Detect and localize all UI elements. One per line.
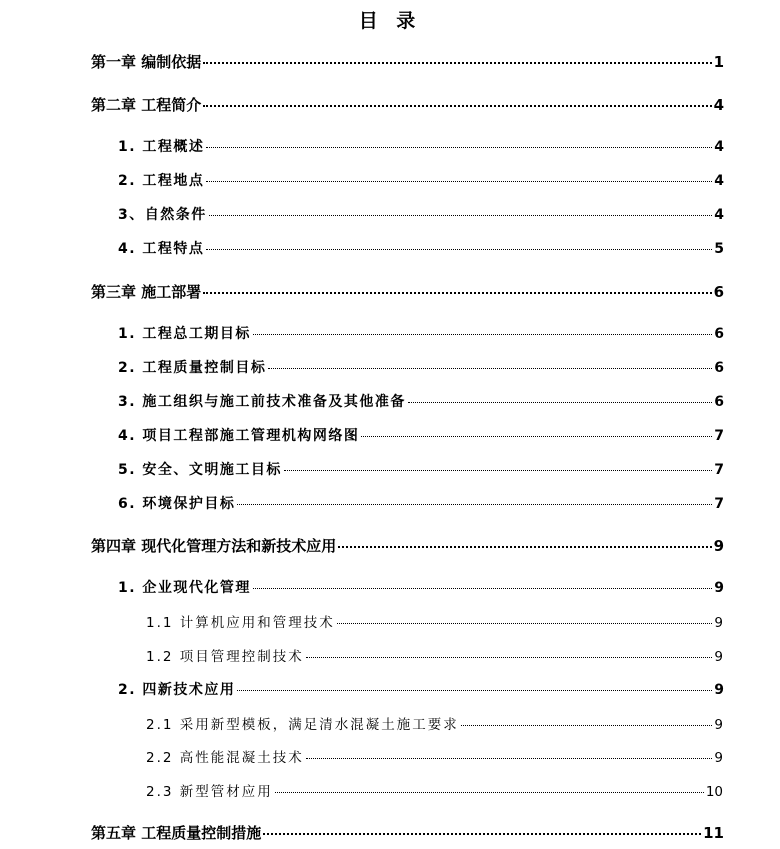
toc-dot-leader	[206, 181, 712, 182]
toc-dot-leader	[253, 588, 712, 589]
toc-dot-leader	[203, 292, 711, 294]
toc-dot-leader	[263, 833, 701, 835]
toc-entry[interactable]	[146, 746, 723, 766]
toc-entry[interactable]	[118, 204, 724, 224]
toc-dot-leader	[361, 436, 712, 437]
toc-dot-leader	[337, 623, 713, 624]
toc-page-number: 9	[713, 537, 724, 555]
toc-dot-leader	[306, 657, 713, 658]
toc-dot-leader	[253, 334, 712, 335]
toc-entry-label: 第二章 工程简介	[91, 96, 202, 114]
toc-entry-label: 2.2 高性能混凝土技术	[146, 750, 304, 766]
toc-entry-label: 第四章 现代化管理方法和新技术应用	[91, 537, 337, 555]
toc-entry-label: 4. 工程特点	[118, 241, 205, 257]
toc-dot-leader	[206, 147, 712, 148]
toc-entry-label: 第三章 施工部署	[91, 283, 202, 301]
toc-entry[interactable]	[118, 425, 724, 445]
toc-entry[interactable]	[91, 535, 724, 556]
toc-entry-label: 4. 项目工程部施工管理机构网络图	[118, 428, 360, 444]
toc-dot-leader	[203, 62, 711, 64]
toc-entry-label: 1. 工程概述	[118, 139, 205, 155]
toc-dot-leader	[206, 249, 712, 250]
toc-entry[interactable]	[91, 822, 724, 843]
toc-entry[interactable]	[146, 713, 723, 733]
toc-page-number: 6	[714, 360, 724, 376]
toc-entry[interactable]	[118, 323, 724, 343]
toc-page-number: 9	[714, 750, 723, 766]
toc-entry[interactable]	[118, 679, 724, 699]
toc-entry[interactable]	[146, 780, 723, 800]
toc-page-number: 6	[714, 394, 724, 410]
toc-page-number: 4	[714, 207, 724, 223]
toc-entry[interactable]	[146, 645, 723, 665]
toc-entry-label: 1. 企业现代化管理	[118, 580, 251, 596]
toc-dot-leader	[284, 470, 712, 471]
toc-entry[interactable]	[118, 170, 724, 190]
toc-entry[interactable]	[118, 493, 724, 513]
toc-entry-label: 3. 施工组织与施工前技术准备及其他准备	[118, 394, 406, 410]
toc-dot-leader	[306, 758, 713, 759]
toc-entry[interactable]	[91, 51, 724, 72]
toc-page-number: 7	[714, 428, 724, 444]
toc-entry-label: 2.3 新型管材应用	[146, 784, 273, 800]
toc-page-number: 9	[714, 682, 724, 698]
toc-entry[interactable]	[118, 238, 724, 258]
toc-entry-label: 2.1 采用新型模板，满足清水混凝土施工要求	[146, 717, 459, 733]
toc-entry-label: 3、自然条件	[118, 207, 207, 223]
toc-page-number: 9	[714, 717, 723, 733]
toc-entry[interactable]	[118, 459, 724, 479]
toc-entry-label: 6. 环境保护目标	[118, 496, 236, 512]
toc-dot-leader	[237, 690, 712, 691]
toc-page-number: 11	[703, 824, 724, 842]
toc-page-number: 9	[714, 649, 723, 665]
toc-dot-leader	[237, 504, 712, 505]
toc-dot-leader	[275, 792, 704, 793]
toc-entry[interactable]	[118, 577, 724, 597]
toc-entry-label: 第五章 工程质量控制措施	[91, 824, 262, 842]
toc-page-number: 6	[713, 283, 724, 301]
toc-entry[interactable]	[118, 357, 724, 377]
toc-entry-label: 第一章 编制依据	[91, 53, 202, 71]
toc-dot-leader	[209, 215, 713, 216]
toc-page-number: 1	[713, 53, 724, 71]
toc-dot-leader	[461, 725, 713, 726]
toc-entry-label: 5. 安全、文明施工目标	[118, 462, 282, 478]
toc-dot-leader	[268, 368, 712, 369]
toc-entry-label: 2. 工程质量控制目标	[118, 360, 267, 376]
toc-entry-label: 2. 工程地点	[118, 173, 205, 189]
toc-title: 目 录	[358, 10, 422, 32]
toc-page-number: 7	[714, 496, 724, 512]
toc-entry[interactable]	[91, 281, 724, 302]
toc-page-number: 9	[714, 580, 724, 596]
toc-entry[interactable]	[146, 611, 723, 631]
toc-page-number: 9	[714, 615, 723, 631]
toc-page-number: 4	[714, 139, 724, 155]
toc-dot-leader	[338, 546, 711, 548]
toc-entry[interactable]	[91, 94, 724, 115]
toc-page-number: 6	[714, 326, 724, 342]
toc-entry-label: 1.1 计算机应用和管理技术	[146, 615, 335, 631]
toc-page-number: 4	[713, 96, 724, 114]
toc-entry-label: 1.2 项目管理控制技术	[146, 649, 304, 665]
toc-entry[interactable]	[118, 136, 724, 156]
toc-page-number: 5	[714, 241, 724, 257]
toc-page-number: 10	[705, 784, 723, 800]
toc-entry-label: 1. 工程总工期目标	[118, 326, 251, 342]
toc-page-number: 4	[714, 173, 724, 189]
toc-page-number: 7	[714, 462, 724, 478]
toc-dot-leader	[408, 402, 712, 403]
toc-entry-label: 2. 四新技术应用	[118, 682, 236, 698]
toc-entry[interactable]	[118, 391, 724, 411]
toc-dot-leader	[203, 105, 711, 107]
